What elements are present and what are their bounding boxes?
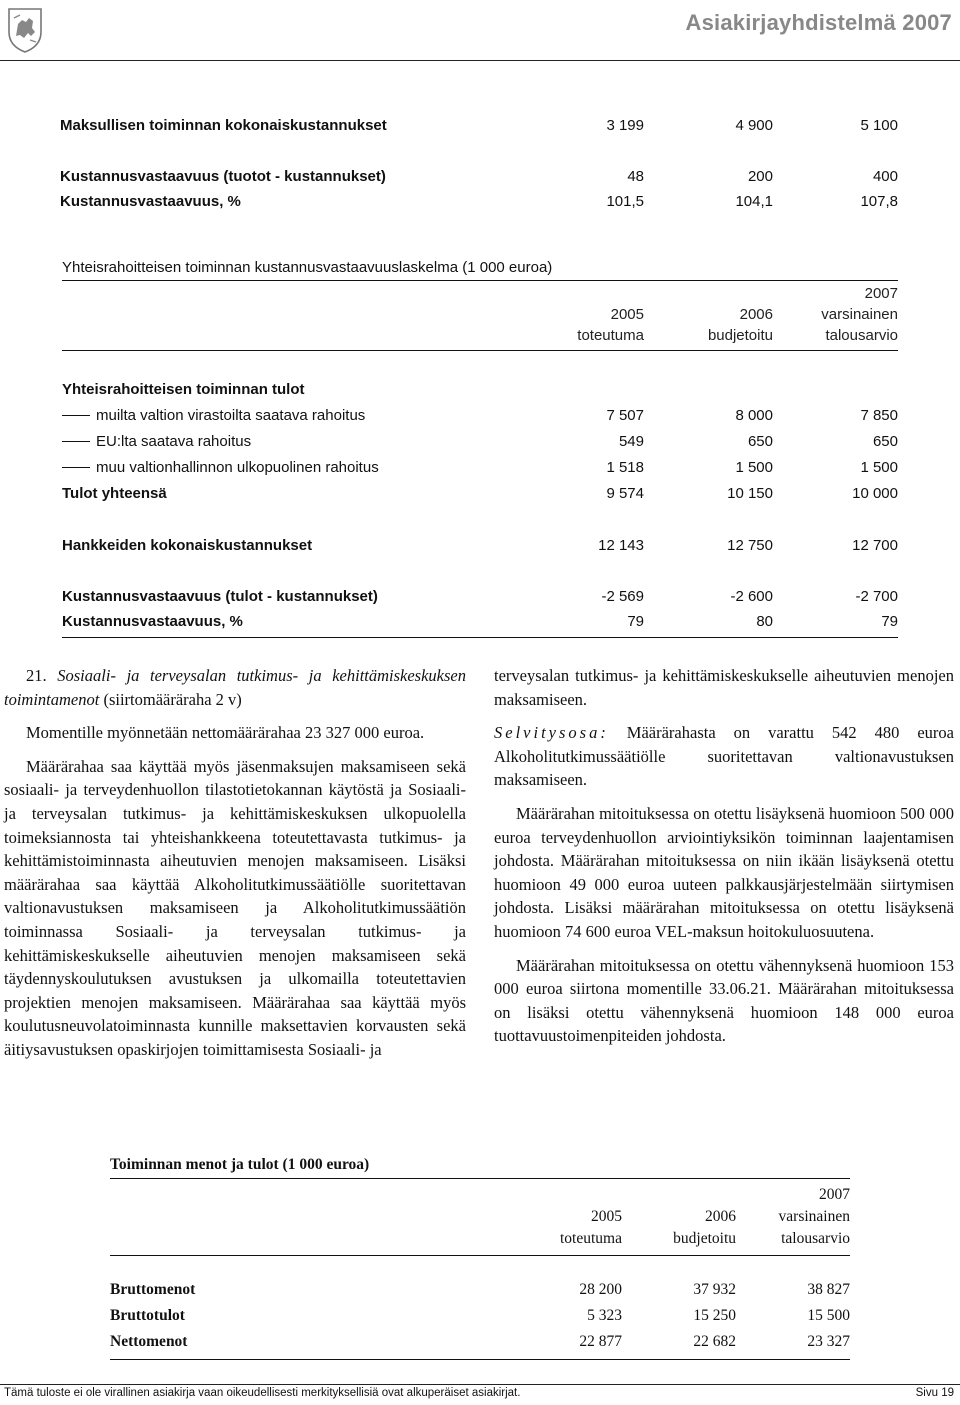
row-label: Kustannusvastaavuus, % [60,193,241,210]
heading-suffix: (siirtomääräraha 2 v) [103,689,242,709]
right-text-column [494,664,954,1048]
value-2007: 12 700 [852,537,898,554]
table-title-row [0,259,960,279]
value-2007: 79 [881,613,898,630]
value-2005: 48 [627,168,644,185]
col-year: 2007 [864,285,898,302]
col-year: 2006 [705,1208,736,1225]
value-2006: 37 932 [693,1281,736,1298]
selvitys-label: Selvitysosa: [494,723,609,743]
table-row [0,193,960,213]
dash-marker [62,415,90,416]
header-divider [0,60,960,61]
value-2005: 7 507 [606,407,644,424]
value-2007: 23 327 [807,1333,850,1350]
col-sub: budjetoitu [707,327,773,344]
col-sub: varsinainen [821,306,898,323]
value-2006: 8 000 [735,407,773,424]
value-2007: 38 827 [807,1281,850,1298]
col-sub: talousarvio [825,327,898,344]
col-header-2007 [768,283,898,346]
section-title-row [0,381,960,401]
row-label: Kustannusvastaavuus, % [62,613,243,630]
value-2007: -2 700 [855,588,898,605]
value-2007: 400 [872,168,898,185]
value-2006: 15 250 [693,1307,736,1324]
row-label: Hankkeiden kokonaiskustannukset [62,537,313,554]
value-2007: 650 [872,433,898,450]
table-row [0,168,960,188]
page-number: Sivu 19 [915,1387,954,1399]
paragraph: Määrärahaa saa käyttää myös jäsenmaksujen maksamiseen sekä sosiaali- ja terveydenhuollon tilastotietokannan käytöstä ja Sosiaali- ja terveysalan tutkimus- ja kehittämiskeskuksen ulkopuolella toimeksiannosta tai yhteishankkeena toteutettavasta tutkimus- ja kehittämistoiminnasta aiheutuvien menojen maksamiseen. Lisäksi määrärahaa saa käyttää Alkoholitutkimussäätiölle suoritettavan valtionavustuksen maksamiseen ja Alkoholitutkimussäätiön toiminnassa Sosiaali- ja terveysalan tutkimus- ja kehittämiskeskukselle aiheutuvien menojen maksamiseen sekä täydennyskoulutuksen avustuksen ja ulkomailla toteutettavien projektien menojen maksamiseen. Määrärahaa saa käyttää myös koulutusneuvolatoiminnasta kunnille maksettavien korvausten sekä äitiysavustuksen opaskirjojen toimittamisesta Sosiaali- ja [4,756,466,1059]
table-top-rule [62,280,898,281]
value-2007: 5 100 [860,117,898,134]
paragraph: Määrärahan mitoituksessa on otettu vähennyksenä huomioon 153 000 euroa siirtona momentille 33.06.21. Määrärahan mitoituksessa on lisäksi otettu vähennyksenä huomioon 148 000 euroa tuottavuustoimenpiteiden johdosta. [494,955,954,1046]
col-sub: varsinainen [778,1208,850,1225]
heading-number: 21. [26,666,47,685]
selvitys-text: Määrärahasta on varattu 542 480 euroa Alkoholitutkimussäätiölle suoritettavan valtionavustuksen maksamiseen. [494,723,955,790]
value-2005: -2 569 [601,588,644,605]
col-header-2006 [606,1184,736,1250]
table-row [0,485,960,505]
table-title: Toiminnan menot ja tulot (1 000 euroa) [110,1156,370,1173]
row-label: muu valtionhallinnon ulkopuolinen rahoitus [96,459,379,476]
table-row [0,537,960,557]
table-row [0,407,960,427]
selvitys-paragraph [494,721,954,792]
dash-marker [62,467,90,468]
heading-text: Sosiaali- ja terveysalan tutkimus- ja kehittämiskeskuksen toimintamenot [4,666,466,709]
value-2007: 10 000 [852,485,898,502]
table-row [0,117,960,137]
table-header-rule [110,1255,850,1256]
paragraph: terveysalan tutkimus- ja kehittämiskeskukselle aiheutuvien menojen maksamiseen. [494,666,954,709]
col-year: 2005 [591,1208,622,1225]
table-header-rule [62,350,898,351]
value-2006: -2 600 [730,588,773,605]
row-label: Kustannusvastaavuus (tulot - kustannukset) [62,588,378,605]
value-2005: 79 [627,613,644,630]
col-year: 2007 [819,1186,850,1203]
col-header-2007 [720,1184,850,1250]
value-2006: 1 500 [735,459,773,476]
value-2005: 5 323 [587,1307,622,1324]
table-bottom-rule [110,1359,850,1360]
col-header-2005 [492,1184,622,1250]
section-heading [4,664,466,711]
document-title: Asiakirjayhdistelmä 2007 [685,10,952,35]
value-2005: 549 [618,433,644,450]
value-2006: 12 750 [727,537,773,554]
table-row [0,1281,960,1303]
table-row [0,1333,960,1355]
value-2006: 650 [747,433,773,450]
footer-disclaimer: Tämä tuloste ei ole virallinen asiakirja vaan oikeudellisesti merkityksellisiä ovat alkuperäiset asiakirjat. [4,1387,521,1399]
footer-divider [0,1384,960,1385]
value-2005: 12 143 [598,537,644,554]
table-row [0,459,960,479]
paragraph: Momentille myönnetään nettomäärärahaa 23 327 000 euroa. [26,723,425,743]
row-label: Kustannusvastaavuus (tuotot - kustannukset) [60,168,386,185]
value-2006: 80 [756,613,773,630]
value-2005: 22 877 [579,1333,622,1350]
table-row [0,588,960,608]
section-title: Yhteisrahoitteisen toiminnan tulot [62,381,305,398]
paragraph: Määrärahan mitoituksessa on otettu lisäyksenä huomioon 500 000 euroa terveydenhuollon arviointiyksikön toiminnan laajentamisen johdosta. Määrärahan mitoituksessa on niin ikään lisäyksenä otettu huomioon 49 000 euroa uuteen palkkausjärjestelmään siirtymisen johdosta. Lisäksi määrärahan mitoituksessa on otettu lisäyksenä huomioon 74 600 euroa VEL-maksun hoitokuluosuutena. [494,803,954,941]
left-text-column [4,664,466,1062]
finnish-lion-crest-icon [6,6,44,54]
value-2006: 22 682 [693,1333,736,1350]
table-title: Yhteisrahoitteisen toiminnan kustannusvastaavuuslaskelma (1 000 euroa) [62,259,553,276]
value-2005: 28 200 [579,1281,622,1298]
value-2006: 4 900 [735,117,773,134]
row-label: Nettomenot [110,1333,188,1350]
table-row [0,613,960,633]
dash-marker [62,441,90,442]
value-2007: 7 850 [860,407,898,424]
col-sub: budjetoitu [673,1230,736,1247]
value-2007: 15 500 [807,1307,850,1324]
value-2006: 10 150 [727,485,773,502]
value-2007: 107,8 [860,193,898,210]
col-sub: toteutuma [560,1230,622,1247]
row-label: muilta valtion virastoilta saatava rahoitus [96,407,366,424]
row-label: Maksullisen toiminnan kokonaiskustannukset [60,117,387,134]
value-2006: 104,1 [735,193,773,210]
table-row [0,433,960,453]
value-2006: 200 [747,168,773,185]
table-bottom-rule [62,637,898,638]
col-year: 2005 [610,306,644,323]
col-header-2005 [514,304,644,346]
row-label: Tulot yhteensä [62,485,167,502]
table-row [0,1307,960,1329]
col-header-2006 [643,304,773,346]
value-2005: 3 199 [606,117,644,134]
row-label: Bruttotulot [110,1307,185,1324]
col-sub: toteutuma [577,327,644,344]
row-label: Bruttomenot [110,1281,196,1298]
value-2005: 9 574 [606,485,644,502]
col-sub: talousarvio [781,1230,850,1247]
value-2005: 101,5 [606,193,644,210]
value-2005: 1 518 [606,459,644,476]
table-top-rule [110,1178,850,1179]
col-year: 2006 [739,306,773,323]
value-2007: 1 500 [860,459,898,476]
row-label: EU:lta saatava rahoitus [96,433,252,450]
